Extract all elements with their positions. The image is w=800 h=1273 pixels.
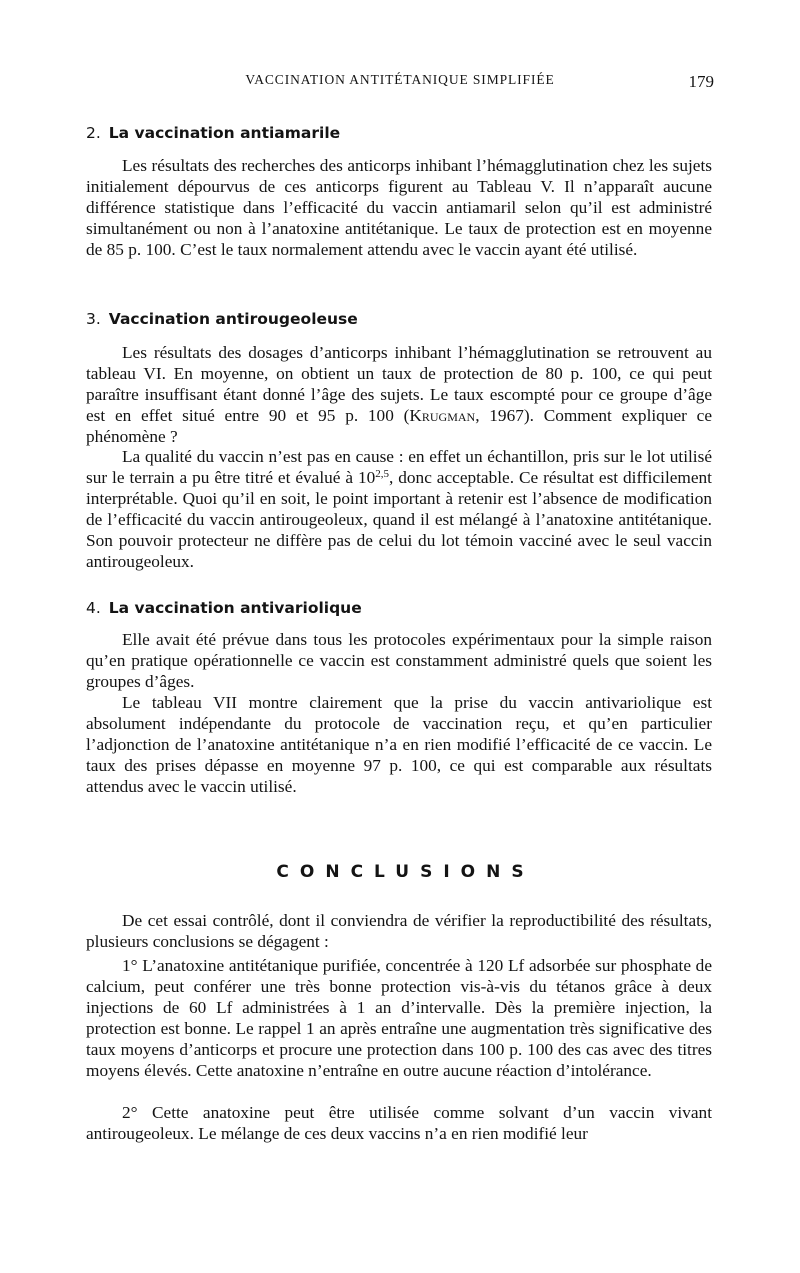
page-number: 179	[688, 72, 714, 91]
paragraph-smallpox-results: Le tableau VII montre clairement que la prise du vaccin antivariolique est absolument indépendante du protocole de vaccination reçu, et qu’en particulier l’adjonction de l’anatoxine antitétanique n’a en rien modifié l’efficacité de ce vaccin. Le taux des prises dépasse en moyenne 97 p. 100, ce qui est comparable aux résultats attendus avec le vaccin utilisé.	[86, 693, 712, 796]
section-heading-yellow-fever	[86, 124, 340, 142]
section-number: 4.	[86, 599, 101, 617]
paragraph-conclusion-2: 2° Cette anatoxine peut être utilisée comme solvant d’un vaccin vivant antirougeoleux. Le mélange de ces deux vaccins n’a en rien modifié leur	[86, 1103, 712, 1143]
vaccine-quality-text-part: , donc acceptable. Ce résultat est difficilement interprétable. Quoi qu’il en soit, le point important à retenir est l’absence de modification de l’efficacité du vaccin antirougeoleux, quand il est mélangé à l’anatoxine antitétanique. Son pouvoir protecteur ne diffère pas de celui du lot témoin vacciné avec le seul vaccin antirougeoleux.	[86, 468, 712, 571]
paragraph-conclusions-intro: De cet essai contrôlé, dont il conviendra de vérifier la reproductibilité des résultats, plusieurs conclusions se dégagent :	[86, 911, 712, 951]
measles-text-part: Les résultats des dosages d’anticorps inhibant l’hémagglutination se retrouvent au tableau VI. En moyenne, on obtient un taux de protection de 80 p. 100, ce qui peut paraître insuffisant étant donné l’âge des sujets. Le taux escompté pour ce groupe d’âge est en effet situé entre 90 et 95 p. 100 (	[86, 343, 712, 425]
running-title: VACCINATION ANTITÉTANIQUE SIMPLIFIÉE	[245, 72, 555, 87]
paragraph-conclusion-1: 1° L’anatoxine antitétanique purifiée, concentrée à 120 Lf adsorbée sur phosphate de calcium, peut conférer une très bonne protection vis-à-vis du tétanos grâce à deux injections de 60 Lf administrées à 1 an d’intervalle. Dès la première injection, la protection est bonne. Le rappel 1 an après entraîne une augmentation très significative des taux moyens d’anticorps et procure une protection dans 100 p. 100 des cas avec des titres moyens élevés. Cette anatoxine n’entraîne en outre aucune réaction d’intolérance.	[86, 956, 712, 1080]
author-citation: Krugman	[409, 406, 476, 425]
measles-text-part: , 1967). Comment expliquer ce phénomène ?	[86, 406, 712, 446]
section-title: La vaccination antiamarile	[108, 124, 341, 142]
section-title: La vaccination antivariolique	[108, 599, 362, 617]
conclusions-heading: CONCLUSIONS	[276, 862, 535, 882]
paragraph-measles-results	[86, 342, 712, 447]
paragraph-smallpox-protocols: Elle avait été prévue dans tous les protocoles expérimentaux pour la simple raison qu’en pratique opérationnelle ce vaccin est constamment administré quels que soient les groupes d’âges.	[86, 630, 712, 691]
section-number: 2.	[86, 124, 101, 142]
section-title: Vaccination antirougeoleuse	[108, 310, 358, 328]
page-header	[86, 72, 714, 96]
titer-exponent: 2,5	[375, 468, 390, 480]
paragraph-measles-vaccine-quality	[86, 446, 712, 572]
section-number: 3.	[86, 310, 101, 328]
section-heading-smallpox	[86, 599, 362, 617]
paragraph-yellow-fever-results: Les résultats des recherches des anticorps inhibant l’hémagglutination chez les sujets initialement dépourvus de ces anticorps figurent au Tableau V. Il n’apparaît aucune différence statistique dans l’efficacité du vaccin antiamaril selon qu’il est administré simultanément ou non à l’anatoxine antitétanique. Le taux de protection est en moyenne de 85 p. 100. C’est le taux normalement attendu avec le vaccin ayant été utilisé.	[86, 156, 712, 259]
section-heading-measles	[86, 310, 358, 328]
vaccine-quality-text-part: La qualité du vaccin n’est pas en cause : en effet un échantillon, pris sur le lot utilisé sur le terrain a pu être titré et évalué à 10	[86, 447, 712, 487]
